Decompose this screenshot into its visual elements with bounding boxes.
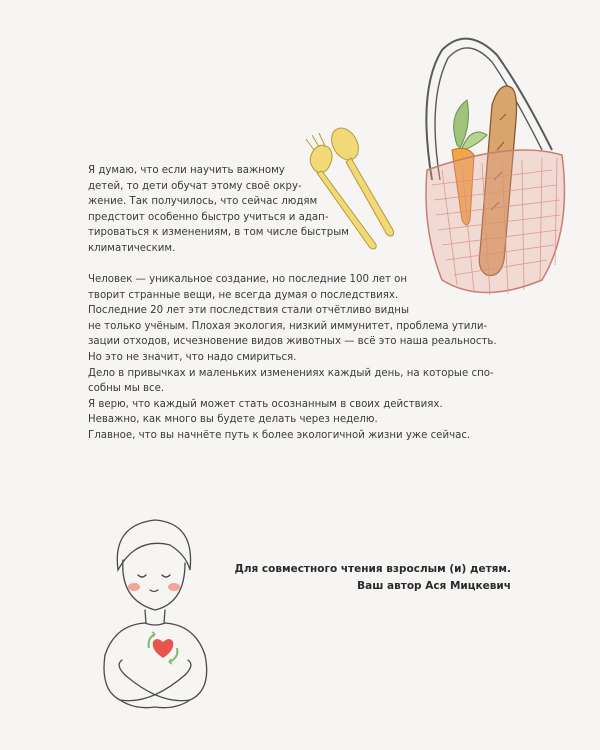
intro-line: тироваться к изменениям, в том числе быстрым (88, 227, 349, 239)
intro-paragraph (88, 163, 350, 257)
body-line: Последние 20 лет эти последствия стали отчётливо видны (88, 305, 410, 317)
signature-line-1: Для совместного чтения взрослым (и) детям. (234, 563, 511, 575)
intro-line: детей, то дети обучат этому своё окру- (88, 180, 302, 192)
body-line: Дело в привычках и маленьких изменениях каждый день, на которые спо- (88, 367, 494, 379)
intro-line: предстоит особенно быстро учиться и адап- (88, 211, 329, 223)
recycle-heart-icon (143, 630, 183, 666)
hugging-person-icon (90, 515, 220, 715)
body-line: творит странные вещи, не всегда думая о последствиях. (88, 289, 399, 301)
intro-line: жение. Так получилось, что сейчас людям (88, 196, 318, 208)
body-line: не только учёным. Плохая экология, низкий иммунитет, проблема утили- (88, 320, 488, 332)
body-line: Я верю, что каждый может стать осознанным в своих действиях. (88, 398, 443, 410)
body-line: Человек — уникальное создание, но последние 100 лет он (88, 274, 408, 285)
body-line: Неважно, как много вы будете делать через неделю. (88, 414, 378, 426)
body-line: Главное, что вы начнёте путь к более экологичной жизни уже сейчас. (88, 429, 471, 441)
signature-line-2: Ваш автор Ася Мицкевич (357, 580, 511, 592)
body-line: Но это не значит, что надо смириться. (88, 351, 297, 363)
intro-line: Я думаю, что если научить важному (88, 165, 285, 176)
body-text (88, 272, 528, 444)
author-signature (234, 561, 511, 595)
body-line: собны мы все. (88, 383, 165, 395)
intro-line: климатическим. (88, 242, 176, 254)
body-line: зации отходов, исчезновение видов животных — всё это наша реальность. (88, 336, 497, 348)
mesh-bag-icon (412, 30, 587, 300)
